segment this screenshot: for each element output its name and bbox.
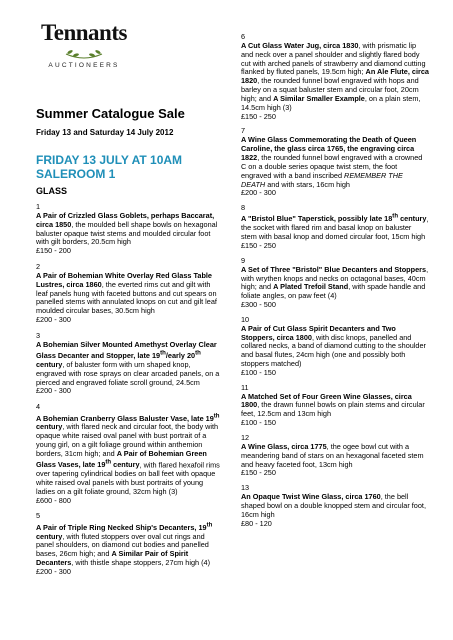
lot-estimate: £150 - 250 xyxy=(241,111,276,121)
lot-entry xyxy=(36,403,221,505)
lot-estimate: £80 - 120 xyxy=(241,518,272,528)
lot-description: A Wine Glass, circa 1775, the ogee bowl cut with a meandering band of stars on an hexagonal faceted stem and heavy faceted foot, 13cm high xyxy=(241,441,424,469)
lot-entry xyxy=(241,434,429,478)
lot-estimate: £200 - 300 xyxy=(36,386,71,396)
lot-description: A Pair of Crizzled Glass Goblets, perhaps Baccarat, circa 1850, the moulded bell shape bowls on hexagonal baluster opaque twist stems and moulded circular foot with gilt borders, 20.5cm high xyxy=(36,210,218,247)
sale-dates: Friday 13 and Saturday 14 July 2012 xyxy=(36,128,174,137)
lot-number: 9 xyxy=(241,255,246,265)
lot-number: 13 xyxy=(241,483,250,493)
lot-description: A Cut Glass Water Jug, circa 1830, with prismatic lip and neck over a panel shoulder and slightly flared body cut with arched panels of strawberry and diamond cutting flanked by fluted panels, 19.5cm high; An Ale Flute, circa 1820, the rounded funnel bowl engraved with hops and barley on a squat baluster stem and circular foot, 20cm high; and A Similar Smaller Example, on a plain stem, 14.5cm high (3) xyxy=(241,40,429,112)
lot-estimate: £200 - 300 xyxy=(36,315,71,325)
lot-entry xyxy=(241,127,429,198)
lot-entry xyxy=(241,316,429,378)
lot-number: 6 xyxy=(241,32,246,41)
page-title: Summer Catalogue Sale xyxy=(36,106,185,121)
lot-description: A Pair of Bohemian White Overlay Red Glass Table Lustres, circa 1860, the everted rims cut and gilt with leaf panels hung with faceted buttons and cut spears on panelled stems with annulated knops on cut and gilt leaf moulded circular bases, 30.5cm high xyxy=(36,270,217,316)
lot-estimate: £150 - 200 xyxy=(36,246,71,256)
lot-entry xyxy=(36,203,221,256)
logo-subtitle: AUCTIONEERS xyxy=(48,62,120,69)
lot-number: 12 xyxy=(241,433,250,443)
lot-number: 3 xyxy=(36,330,41,340)
lot-number: 11 xyxy=(241,382,249,392)
section-saleroom: SALEROOM 1 xyxy=(36,167,116,181)
lot-description: A Bohemian Cranberry Glass Baluster Vase, late 19th century, with flared neck and circular foot, the body with opaque white raised oval panel with bust portrait of a young girl, on a gilt foliage ground within anthemion borders, 31cm high; and A Pair of Bohemian Green Glass Vases, late 19th century, with flared hexafoil rims over tapering cylindrical bodies on ball feet with opaque white raised oval panels with bust portraits of young ladies on a gilt foliate ground, 32cm high (3) xyxy=(36,412,220,496)
lot-number: 1 xyxy=(36,202,41,211)
lot-entry xyxy=(241,204,429,251)
section-heading xyxy=(36,153,182,181)
lot-number: 5 xyxy=(36,511,41,521)
lot-number: 8 xyxy=(241,203,246,213)
lot-entry xyxy=(36,512,221,576)
lot-description: A Wine Glass Commemorating the Death of Queen Caroline, the glass circa 1765, the engraving circa 1822, the rounded funnel bowl engraved with a crowned C on a double series opaque twist stem, the foot engraved with a band inscribed REMEMBER THE DEATH and with stars, 16cm high xyxy=(241,135,423,189)
lot-number: 7 xyxy=(241,126,246,136)
category-heading: GLASS xyxy=(36,186,68,196)
lot-estimate: £200 - 300 xyxy=(36,566,71,576)
lot-estimate: £150 - 250 xyxy=(241,240,276,250)
lot-entry xyxy=(36,263,221,325)
lots-column-right xyxy=(241,33,429,534)
lot-estimate: £200 - 300 xyxy=(241,188,276,198)
lot-description: A Set of Three "Bristol" Blue Decanters and Stoppers, with wrythen knops and necks on octagonal bases, 40cm high; and A Plated Trefoil Stand, with spade handle and foliate angles, on paw feet (4) xyxy=(241,264,429,301)
lot-number: 10 xyxy=(241,314,250,324)
lot-entry xyxy=(36,332,221,396)
tennants-logo xyxy=(36,14,132,74)
lot-estimate: £100 - 150 xyxy=(241,418,276,428)
lot-entry xyxy=(241,484,429,528)
lot-entry xyxy=(241,257,429,310)
lot-description: A Matched Set of Four Green Wine Glasses, circa 1800, the drawn funnel bowls on plain stems and circular feet, 12.5cm and 13cm high xyxy=(241,391,425,419)
lot-number: 2 xyxy=(36,262,41,272)
lots-column-left xyxy=(36,203,221,584)
lot-description: A Pair of Triple Ring Necked Ship's Decanters, 19th century, with fluted stoppers over oval cut rings and panel shoulders, on diamond cut bodies and panelled bases, 26cm high; and A Similar Pair of Spirit Decanters, with thistle shape stoppers, 27cm high (4) xyxy=(36,521,213,568)
lot-description: A "Bristol Blue" Taperstick, possibly late 18th century, the socket with flared rim and basal knop on baluster stem with basal knop and domed circular foot, 15cm high xyxy=(241,213,429,242)
lot-entry xyxy=(241,33,429,121)
lot-description: A Bohemian Silver Mounted Amethyst Overlay Clear Glass Decanter and Stopper, late 19th/early 20th century, of baluster form with urn shaped knop, engraved with rose sprays on clear arcaded panels, on a pierced and engraved foliate scroll ground, 24.5cm xyxy=(36,339,220,387)
lot-number: 4 xyxy=(36,402,41,412)
lot-estimate: £150 - 250 xyxy=(241,468,276,478)
lot-description: A Pair of Cut Glass Spirit Decanters and Two Stoppers, circa 1800, with disc knops, panelled and collared necks, a band of diamond cutting to the shoulder and basal flutes, 24cm high (one and possibly both stoppers matched) xyxy=(241,323,426,369)
lot-estimate: £300 - 500 xyxy=(241,300,276,310)
lot-estimate: £600 - 800 xyxy=(36,495,71,505)
logo-wordmark: Tennants xyxy=(41,20,127,45)
lot-entry xyxy=(241,384,429,428)
lot-estimate: £100 - 150 xyxy=(241,367,276,377)
section-date: FRIDAY 13 JULY AT 10AM xyxy=(36,153,183,167)
lot-description: An Opaque Twist Wine Glass, circa 1760, the bell shaped bowl on a double knopped stem and circular foot, 16cm high xyxy=(241,492,426,519)
